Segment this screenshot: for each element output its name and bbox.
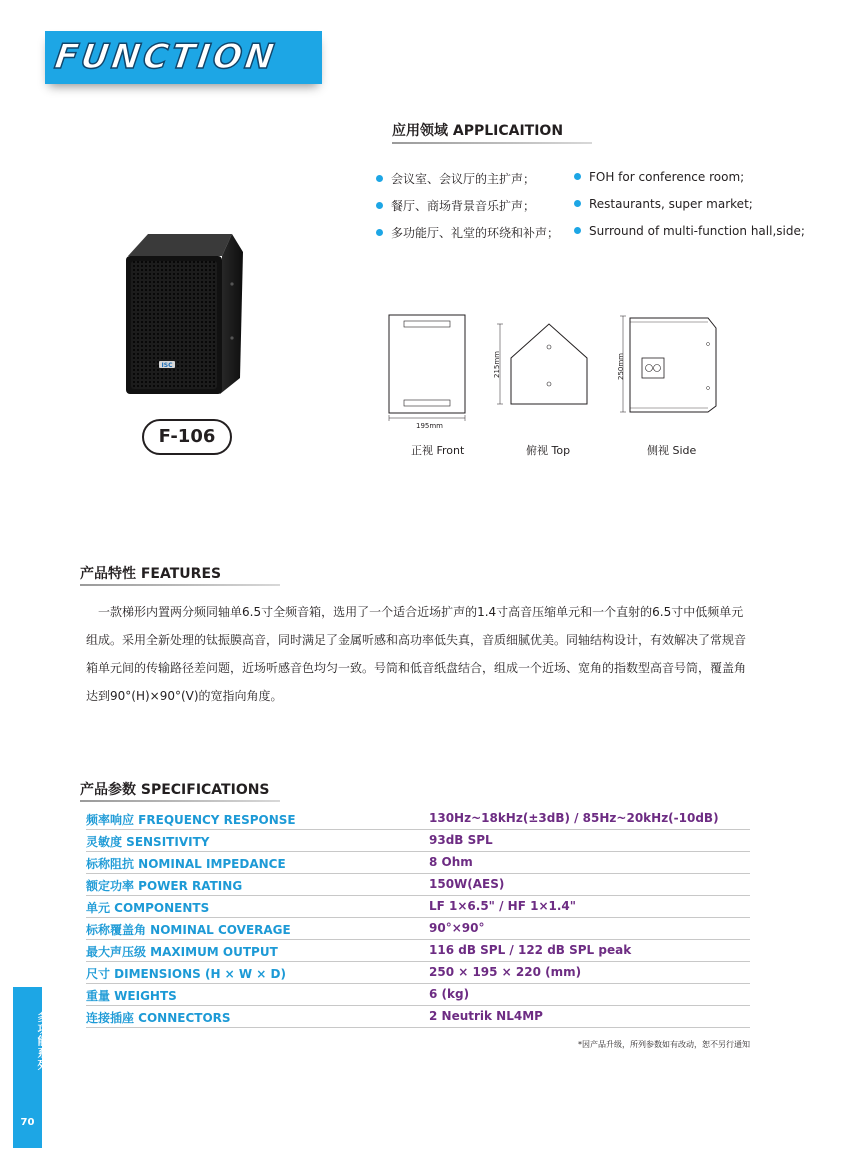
list-item: Surround of multi-function hall,side; xyxy=(574,224,805,238)
spec-label: 标称阻抗 NOMINAL IMPEDANCE xyxy=(86,857,286,871)
front-view-drawing xyxy=(388,314,468,422)
table-row xyxy=(86,808,750,830)
side-height-dimension: 250mm xyxy=(617,353,625,380)
application-heading: 应用领域 APPLICAITION xyxy=(392,123,564,139)
spec-value: LF 1×6.5" / HF 1×1.4" xyxy=(429,899,577,913)
front-width-dimension: 195mm xyxy=(416,422,443,430)
model-label: F-106 xyxy=(142,419,232,455)
list-item: Restaurants, super market; xyxy=(574,197,753,211)
spec-label: 标称覆盖角 NOMINAL COVERAGE xyxy=(86,923,291,937)
features-paragraph: 一款梯形内置两分频同轴单6.5寸全频音箱，选用了一个适合近场扩声的1.4寸高音压缩单元和一个直射的6.5寸中低频单元组成。采用全新处理的钛振膜高音，同时满足了金属听感和高功率低失真，音质细腻优美。同轴结构设计，有效解决了常规音箱单元间的传输路径差问题，近场听感音色均匀一致。号筒和低音纸盘结合，组成一个近场、宽角的指数型高音号筒，覆盖角达到90°(H)×90°(V)的宽指向角度。 xyxy=(86,605,747,703)
features-text xyxy=(86,598,754,710)
list-item: 会议室、会议厅的主扩声； xyxy=(376,170,535,187)
side-view-drawing xyxy=(620,314,720,416)
table-row xyxy=(86,852,750,874)
spec-label: 重量 WEIGHTS xyxy=(86,989,177,1003)
top-caption: 俯视 Top xyxy=(526,444,571,457)
spec-value: 130Hz~18kHz(±3dB) / 85Hz~20kHz(-10dB) xyxy=(429,811,719,825)
specifications-note: *因产品升级，所列参数如有改动，恕不另行通知 xyxy=(578,1040,750,1049)
bullet-icon xyxy=(574,200,581,207)
specifications-table xyxy=(86,808,750,1028)
speaker-logo-text: ISC xyxy=(161,362,173,369)
spec-label: 灵敏度 SENSITIVITY xyxy=(86,835,210,849)
spec-label: 单元 COMPONENTS xyxy=(86,901,210,915)
side-tab xyxy=(13,987,49,1148)
table-row xyxy=(86,1006,750,1028)
table-row xyxy=(86,918,750,940)
speaker-product-image xyxy=(120,228,245,396)
spec-value: 90°×90° xyxy=(429,921,485,935)
spec-label: 额定功率 POWER RATING xyxy=(86,879,243,893)
spec-value: 8 Ohm xyxy=(429,855,473,869)
side-caption: 侧视 Side xyxy=(647,444,697,457)
spec-value: 2 Neutrik NL4MP xyxy=(429,1009,543,1023)
specifications-rule xyxy=(80,800,280,802)
spec-value: 150W(AES) xyxy=(429,877,505,891)
bullet-icon xyxy=(376,229,383,236)
table-row xyxy=(86,962,750,984)
specifications-heading: 产品参数 SPECIFICATIONS xyxy=(80,782,270,798)
list-item: 多功能厅、礼堂的环绕和补声； xyxy=(376,224,559,241)
table-row xyxy=(86,830,750,852)
spec-label: 尺寸 DIMENSIONS (H × W × D) xyxy=(86,967,286,981)
front-caption: 正视 Front xyxy=(411,444,465,457)
table-row xyxy=(86,984,750,1006)
spec-value: 6 (kg) xyxy=(429,987,470,1001)
banner-title: FUNCTION xyxy=(52,37,280,77)
table-row xyxy=(86,940,750,962)
bullet-icon xyxy=(376,202,383,209)
bullet-icon xyxy=(574,227,581,234)
spec-label: 最大声压级 MAXIMUM OUTPUT xyxy=(86,945,278,959)
spec-label: 连接插座 CONNECTORS xyxy=(86,1011,231,1025)
page-number: 70 xyxy=(20,1117,35,1128)
table-row xyxy=(86,896,750,918)
side-tab-title: 多功能系列 xyxy=(36,1011,49,1071)
features-heading: 产品特性 FEATURES xyxy=(80,566,222,582)
function-banner xyxy=(45,31,322,84)
table-row xyxy=(86,874,750,896)
bullet-icon xyxy=(574,173,581,180)
spec-value: 116 dB SPL / 122 dB SPL peak xyxy=(429,943,632,957)
top-depth-dimension: 215mm xyxy=(493,351,501,378)
bullet-icon xyxy=(376,175,383,182)
application-rule xyxy=(392,142,592,144)
spec-value: 93dB SPL xyxy=(429,833,493,847)
features-rule xyxy=(80,584,280,586)
top-view-drawing xyxy=(497,322,597,408)
list-item: FOH for conference room; xyxy=(574,170,744,184)
spec-label: 频率响应 FREQUENCY RESPONSE xyxy=(86,813,296,827)
list-item: 餐厅、商场背景音乐扩声； xyxy=(376,197,535,214)
spec-value: 250 × 195 × 220 (mm) xyxy=(429,965,582,979)
